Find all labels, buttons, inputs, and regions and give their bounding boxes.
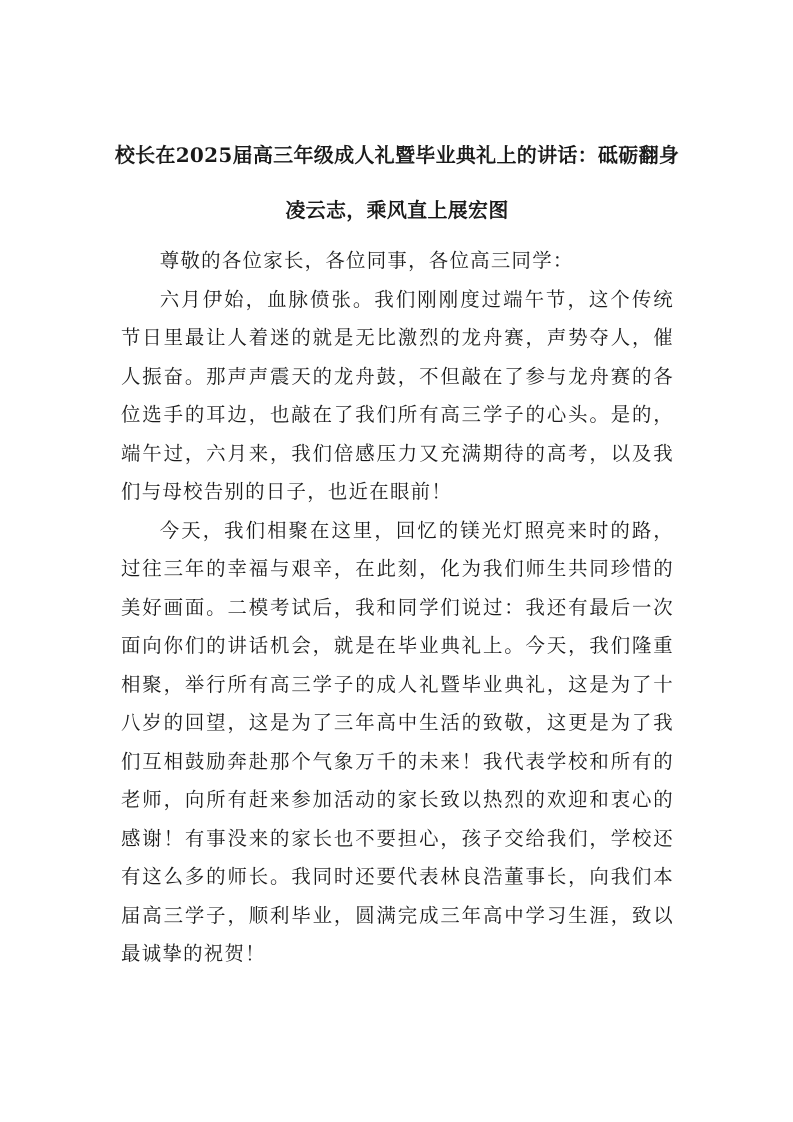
- body-paragraph: 六月伊始，血脉偾张。我们刚刚度过端午节，这个传统节日里最让人着迷的就是无比激烈的龙舟赛，声势夺人，催人振奋。那声声震天的龙舟鼓，不但敲在了参与龙舟赛的各位选手的耳边，也敲在了我们所有高三学子的心头。是的，端午过，六月来，我们倍感压力又充满期待的高考，以及我们与母校告别的日子，也近在眼前！: [121, 287, 674, 503]
- document-title: 校长在2025届高三年级成人礼暨毕业典礼上的讲话：砥砺翻身凌云志，乘风直上展宏图: [114, 143, 680, 222]
- salutation-paragraph: 尊敬的各位家长，各位同事，各位高三同学：: [159, 249, 574, 272]
- document-body: [121, 242, 674, 974]
- body-paragraph: 今天，我们相聚在这里，回忆的镁光灯照亮来时的路，过往三年的幸福与艰辛，在此刻，化为我们师生共同珍惜的美好画面。二模考试后，我和同学们说过：我还有最后一次面向你们的讲话机会，就是在毕业典礼上。今天，我们隆重相聚，举行所有高三学子的成人礼暨毕业典礼，这是为了十八岁的回望，这是为了三年高中生活的致敬，这更是为了我们互相鼓励奔赴那个气象万千的未来！我代表学校和所有的老师，向所有赶来参加活动的家长致以热烈的欢迎和衷心的感谢！有事没来的家长也不要担心，孩子交给我们，学校还有这么多的师长。我同时还要代表林良浩董事长，向我们本届高三学子，顺利毕业，圆满完成三年高中学习生涯，致以最诚挚的祝贺！: [121, 518, 674, 965]
